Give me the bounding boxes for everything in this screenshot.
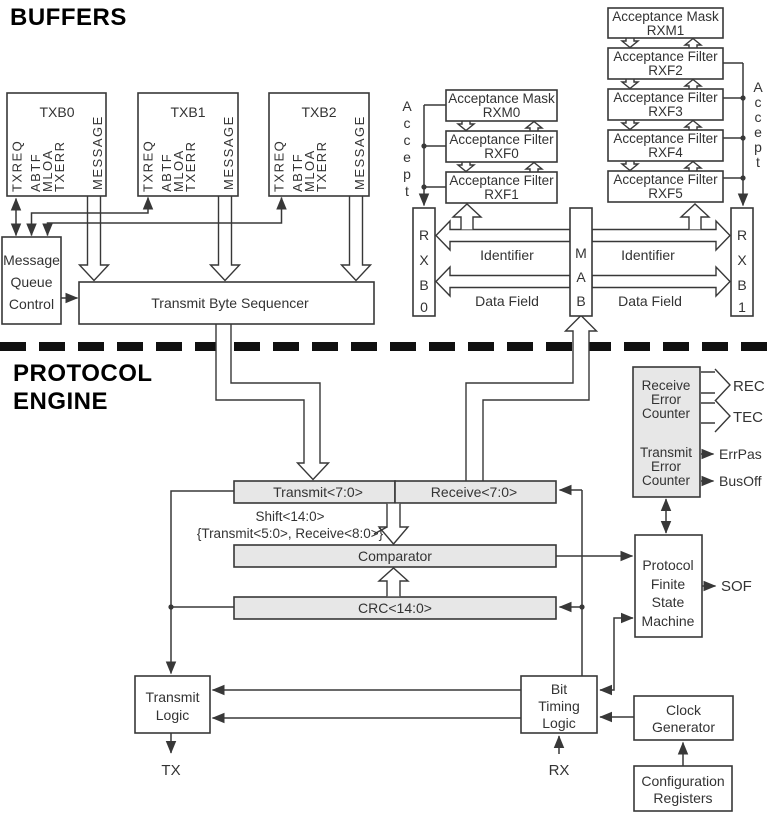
shift-label-line2: {Transmit<5:0>, Receive<8:0>} <box>196 526 384 541</box>
gap-arrow-down <box>622 80 638 89</box>
rec-stubs <box>701 372 715 393</box>
txb2-flag-abtf: ABTF <box>290 152 305 192</box>
rxf0-line2: RXF0 <box>484 146 519 161</box>
tec-chevron <box>715 400 730 432</box>
rxf1-line1: Acceptance Filter <box>449 173 554 188</box>
gap-arrow-down <box>458 163 474 172</box>
fsm-bit-timing-link <box>600 618 633 690</box>
txb2-mqc-link <box>48 198 282 236</box>
svg-text:Protocol: Protocol <box>642 557 694 573</box>
svg-text:p: p <box>403 166 411 182</box>
svg-text:B: B <box>576 293 586 309</box>
accept-right-line <box>723 63 743 178</box>
accept-label-right <box>753 79 763 170</box>
rxm1-line2: RXM1 <box>646 23 685 38</box>
gap-arrow-up <box>526 122 542 131</box>
svg-text:A: A <box>402 98 412 114</box>
txb2-flag-txreq: TXREQ <box>271 139 287 192</box>
svg-text:X: X <box>737 252 747 268</box>
svg-text:Counter: Counter <box>641 473 691 488</box>
receive-reg-label: Receive<7:0> <box>430 484 518 500</box>
gap-arrow-down <box>622 39 638 48</box>
svg-text:c: c <box>403 132 411 148</box>
gap-arrow-up <box>685 39 701 48</box>
gap-arrow-up <box>685 121 701 130</box>
txb1-flag-abtf: ABTF <box>159 152 174 192</box>
txb0-flag-abtf: ABTF <box>28 152 43 192</box>
rxf3-line1: Acceptance Filter <box>613 90 718 105</box>
svg-text:Finite: Finite <box>650 576 686 592</box>
svg-text:1: 1 <box>738 299 746 315</box>
identifier-arrow-right <box>592 221 730 250</box>
sequencer-to-transmit-reg-band <box>216 324 329 480</box>
data-field-arrow-right <box>592 267 730 296</box>
receive-reg-to-mab-band <box>466 316 597 482</box>
tec-signal-label: TEC <box>733 409 763 426</box>
accept-left-line <box>424 105 446 187</box>
svg-text:Logic: Logic <box>542 715 576 731</box>
mqc-line1: Message <box>3 252 60 268</box>
gap-arrow-down <box>622 121 638 130</box>
tec-stubs <box>701 403 715 423</box>
to-rxf1-up-arrow <box>453 204 481 229</box>
txb1-flag-txreq: TXREQ <box>140 139 156 192</box>
svg-text:Error: Error <box>651 459 681 474</box>
rxf2-line1: Acceptance Filter <box>613 49 718 64</box>
rec-signal-label: REC <box>733 378 765 395</box>
txb2-flag-mloa: MLOA <box>302 149 317 192</box>
data-field-label-right: Data Field <box>618 293 682 309</box>
svg-text:Transmit: Transmit <box>639 445 693 460</box>
txb0-title: TXB0 <box>39 104 75 120</box>
rxf1-line2: RXF1 <box>484 187 519 202</box>
sof-signal-label: SOF <box>721 578 752 595</box>
svg-text:Receive: Receive <box>641 378 691 393</box>
txb2-title: TXB2 <box>301 104 337 120</box>
svg-text:c: c <box>754 109 762 125</box>
txb0-flag-mloa: MLOA <box>40 149 55 192</box>
svg-text:Logic: Logic <box>155 707 190 723</box>
svg-text:Generator: Generator <box>651 719 716 735</box>
rec-chevron <box>715 369 730 401</box>
svg-text:B: B <box>419 277 429 293</box>
svg-text:Machine: Machine <box>641 613 695 629</box>
rxf4-line2: RXF4 <box>648 145 683 160</box>
to-rxf5-up-arrow <box>681 204 709 229</box>
svg-text:Bit: Bit <box>550 681 568 697</box>
svg-text:R: R <box>418 227 430 243</box>
svg-text:c: c <box>754 94 762 110</box>
svg-text:e: e <box>754 124 762 140</box>
svg-text:e: e <box>403 149 411 165</box>
svg-text:A: A <box>576 269 586 285</box>
rxf4-line1: Acceptance Filter <box>613 131 718 146</box>
rx-signal-label: RX <box>548 762 570 779</box>
gap-arrow-down <box>458 122 474 131</box>
rxf5-line1: Acceptance Filter <box>613 172 718 187</box>
sequencer-label: Transmit Byte Sequencer <box>151 295 309 311</box>
rxf0-line1: Acceptance Filter <box>449 132 554 147</box>
txb1-flag-mloa: MLOA <box>171 149 186 192</box>
crc-to-comparator-arrow <box>379 568 408 596</box>
svg-text:p: p <box>754 139 762 155</box>
svg-text:Error: Error <box>651 392 681 407</box>
rxf3-line2: RXF3 <box>648 104 683 119</box>
identifier-label-left: Identifier <box>480 247 534 263</box>
svg-text:M: M <box>575 245 587 261</box>
gap-arrow-up <box>526 163 542 172</box>
mab-label <box>575 245 587 309</box>
config-registers-label <box>641 773 724 806</box>
gap-arrow-down <box>622 162 638 171</box>
svg-text:Configuration: Configuration <box>641 773 725 789</box>
txb2-message-bus-arrow <box>342 197 371 281</box>
txb0-message-label: MESSAGE <box>90 115 105 190</box>
txb1-message-bus-arrow <box>211 197 240 281</box>
txb0-flag-txreq: TXREQ <box>9 139 25 192</box>
svg-text:X: X <box>419 252 429 268</box>
svg-text:B: B <box>737 277 747 293</box>
gap-arrow-up <box>685 80 701 89</box>
mqc-line2: Queue <box>10 274 53 290</box>
mqc-line3: Control <box>8 296 55 312</box>
svg-text:Timing: Timing <box>538 698 580 714</box>
transmit-crc-bus-left <box>171 491 234 674</box>
rxm1-line1: Acceptance Mask <box>612 9 719 24</box>
txb0-flag-txerr: TXERR <box>52 140 67 192</box>
svg-text:t: t <box>405 183 409 199</box>
busoff-signal-label: BusOff <box>719 473 762 489</box>
svg-text:Transmit: Transmit <box>145 689 200 705</box>
protocol-title-line1: PROTOCOL <box>13 360 153 387</box>
svg-text:State: State <box>651 594 685 610</box>
svg-text:Clock: Clock <box>665 702 702 718</box>
protocol-title-line2: ENGINE <box>13 388 109 415</box>
svg-text:A: A <box>753 79 763 95</box>
rxm0-line1: Acceptance Mask <box>448 91 555 106</box>
tx-signal-label: TX <box>161 762 181 779</box>
shift-label-line1: Shift<14:0> <box>255 509 325 524</box>
txb2-flag-txerr: TXERR <box>314 140 329 192</box>
data-field-label-left: Data Field <box>475 293 539 309</box>
svg-text:0: 0 <box>420 299 428 315</box>
svg-text:t: t <box>756 154 760 170</box>
svg-text:c: c <box>403 115 411 131</box>
transmit-reg-label: Transmit<7:0> <box>273 484 363 500</box>
txb1-title: TXB1 <box>170 104 206 120</box>
identifier-label-right: Identifier <box>621 247 675 263</box>
mqc-label <box>3 252 60 312</box>
rxf5-line2: RXF5 <box>648 186 683 201</box>
svg-text:Registers: Registers <box>653 790 713 806</box>
svg-text:R: R <box>736 227 748 243</box>
buffers-title: BUFFERS <box>10 4 127 31</box>
txb1-flag-txerr: TXERR <box>183 140 198 192</box>
mask-filter-labels <box>448 9 719 202</box>
rxf2-line2: RXF2 <box>648 63 683 78</box>
accept-label-left <box>402 98 412 199</box>
gap-arrow-up <box>685 162 701 171</box>
comparator-label: Comparator <box>358 548 432 564</box>
errpas-signal-label: ErrPas <box>719 446 762 462</box>
txb1-message-label: MESSAGE <box>221 115 236 190</box>
txb2-message-label: MESSAGE <box>352 115 367 190</box>
crc-label: CRC<14:0> <box>358 600 432 616</box>
txb0-message-bus-arrow <box>80 197 109 281</box>
rxm0-line2: RXM0 <box>482 105 521 120</box>
svg-text:Counter: Counter <box>641 406 691 421</box>
shift-to-comparator-arrow <box>379 504 408 544</box>
identifier-arrow-left <box>436 221 570 250</box>
data-field-arrow-left <box>436 267 570 296</box>
